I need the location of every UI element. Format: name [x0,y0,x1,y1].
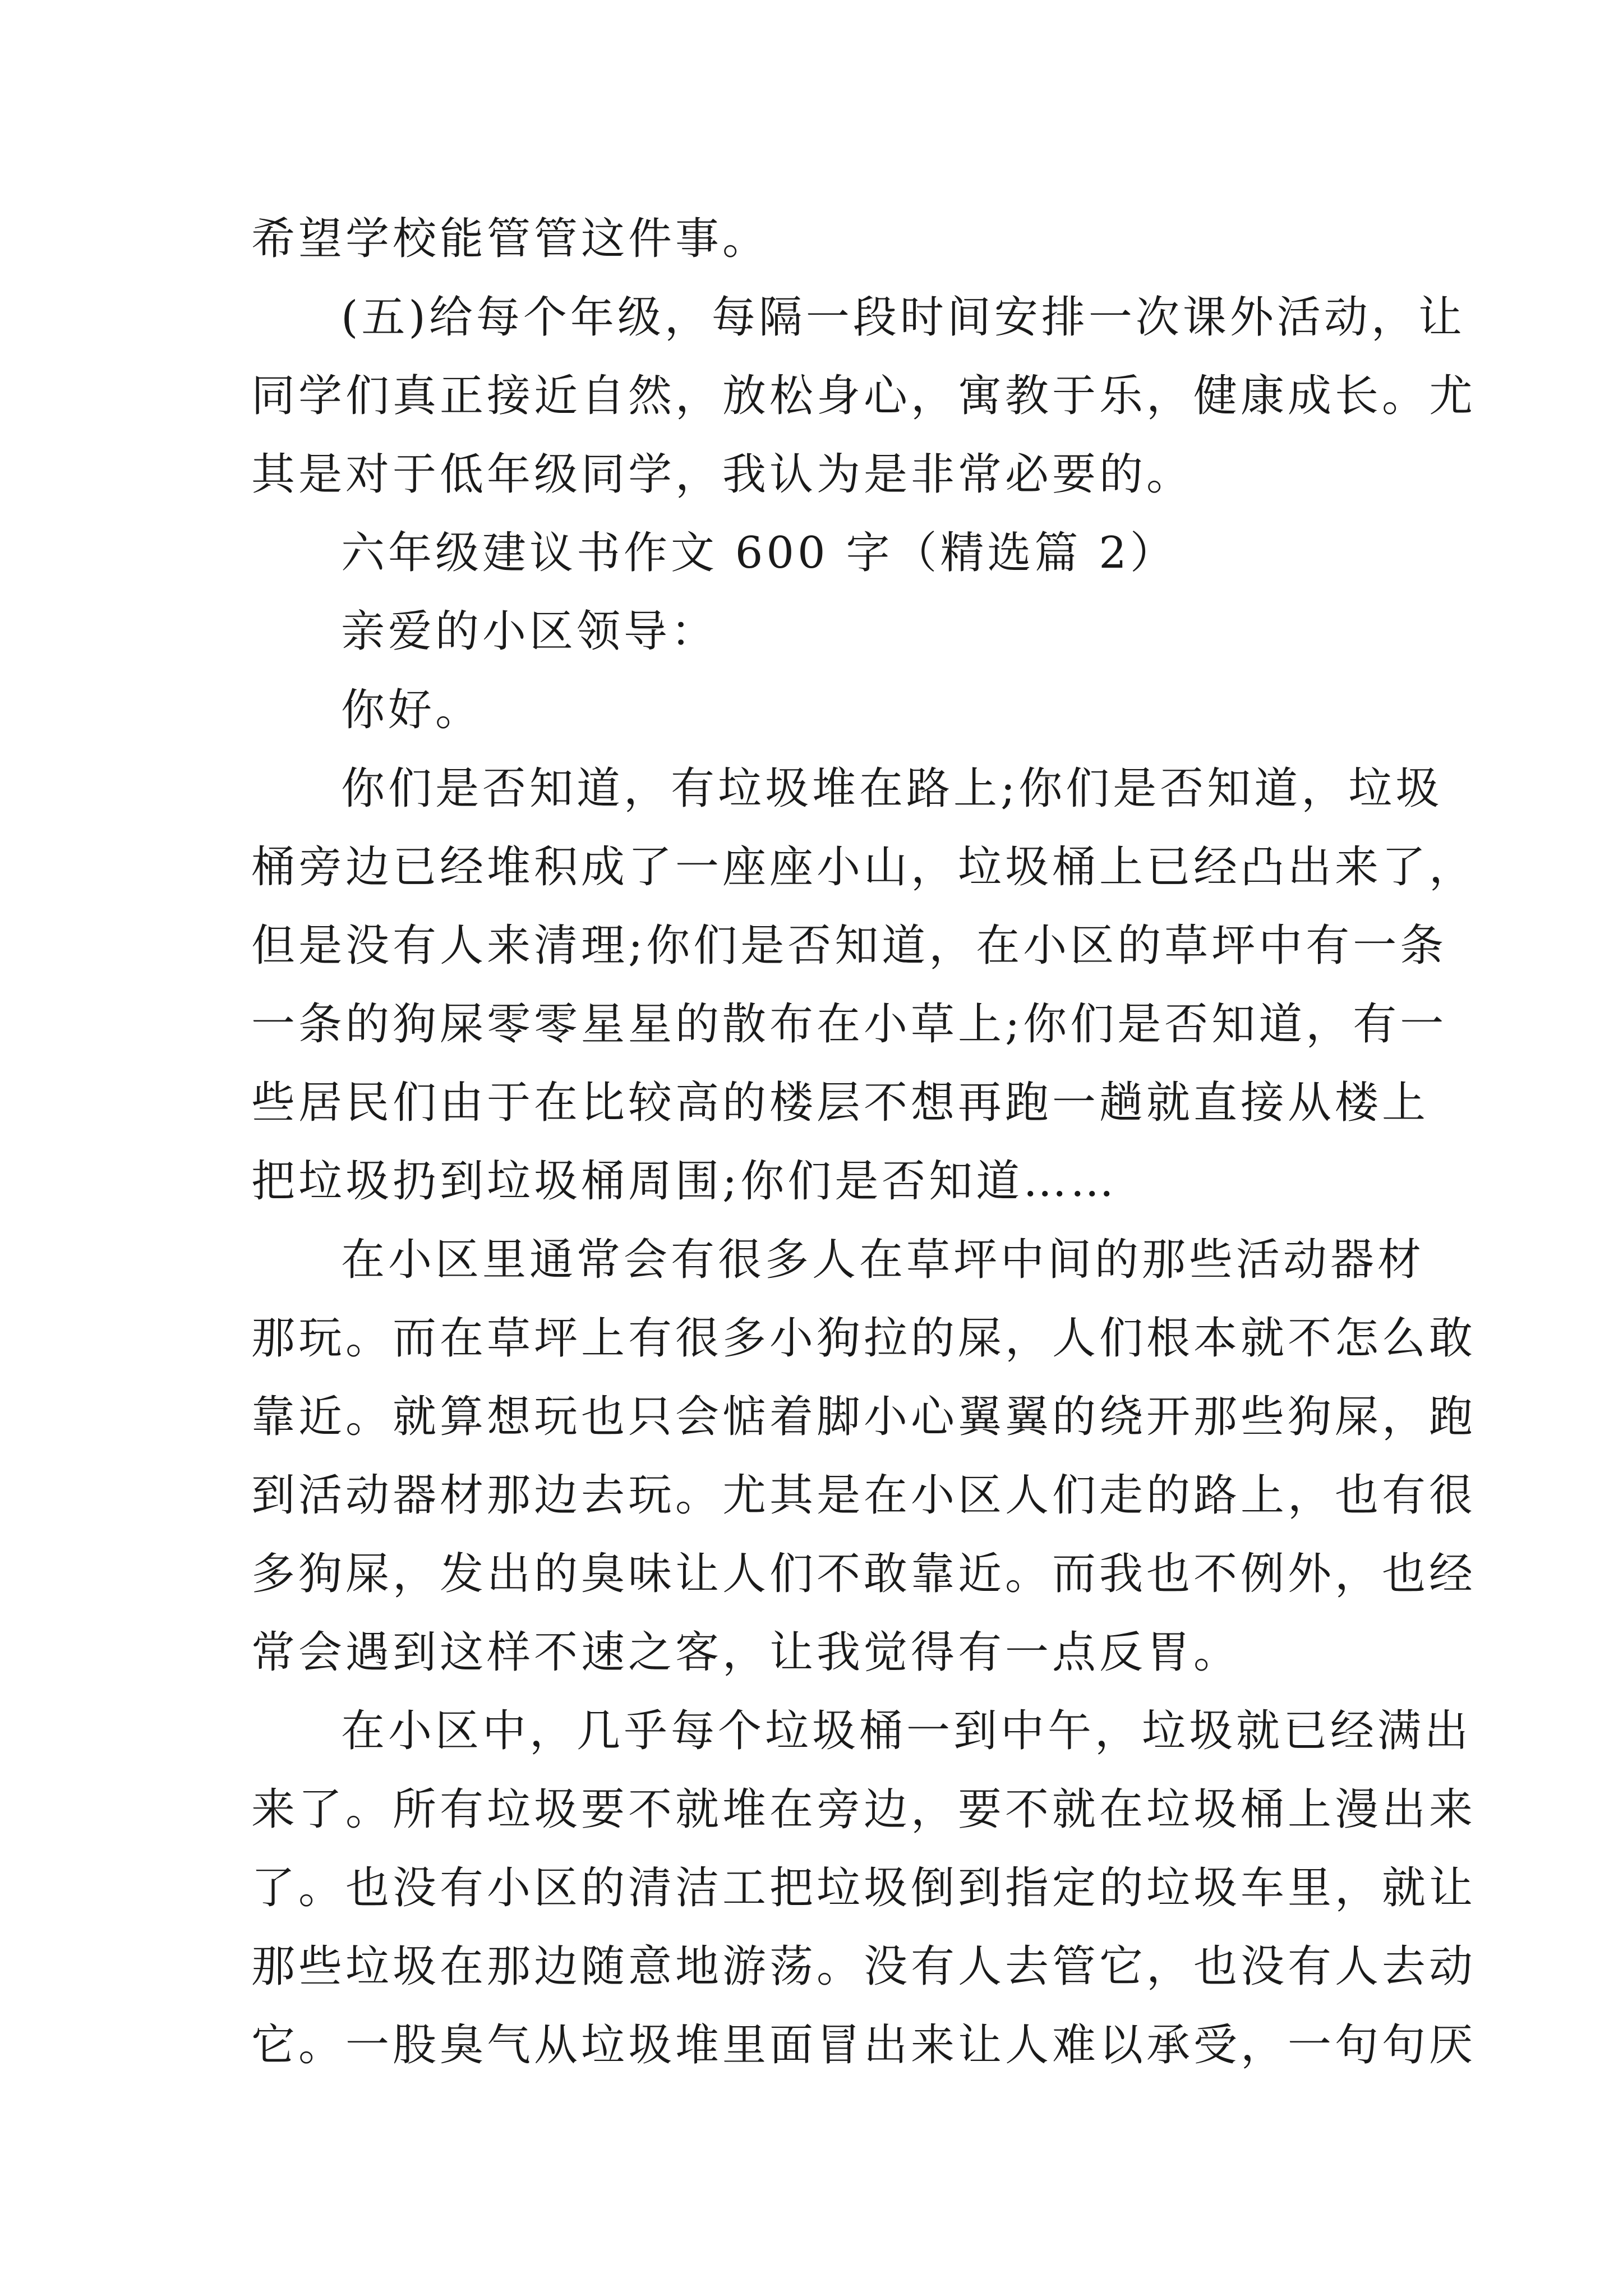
document-body [251,200,1477,2085]
text-line: 希望学校能管管这件事。 [251,214,770,264]
letter-greeting: 你好。 [341,685,483,735]
text-line: 了。也没有小区的清洁工把垃圾倒到指定的垃圾车里，就让 [251,1863,1477,1913]
section-heading: 六年级建议书作文 600 字（精选篇 2） [341,528,1177,578]
text-line: 但是没有人来清理;你们是否知道，在小区的草坪中有一条 [251,921,1447,971]
text-line: 同学们真正接近自然，放松身心，寓教于乐，健康成长。尤 [251,371,1477,421]
text-line: 在小区里通常会有很多人在草坪中间的那些活动器材 [341,1235,1425,1285]
text-line: 些居民们由于在比较高的楼层不想再跑一趟就直接从楼上 [251,1078,1430,1128]
text-line: 在小区中，几乎每个垃圾桶一到中午，垃圾就已经满出 [341,1706,1472,1756]
text-line: 把垃圾扔到垃圾桶周围;你们是否知道…… [251,1156,1118,1207]
text-line: 它。一股臭气从垃圾堆里面冒出来让人难以承受，一句句厌 [251,2020,1477,2070]
text-line: 桶旁边已经堆积成了一座座小山，垃圾桶上已经凸出来了， [251,842,1477,892]
text-line: (五)给每个年级，每隔一段时间安排一次课外活动，让 [341,292,1465,343]
text-line: 常会遇到这样不速之客，让我觉得有一点反胃。 [251,1627,1241,1678]
text-line: 其是对于低年级同学，我认为是非常必要的。 [251,449,1194,500]
text-line: 到活动器材那边去玩。尤其是在小区人们走的路上，也有很 [251,1470,1477,1521]
text-line: 那些垃圾在那边随意地游荡。没有人去管它，也没有人去动 [251,1941,1477,1992]
text-line: 一条的狗屎零零星星的散布在小草上;你们是否知道，有一 [251,999,1447,1050]
text-line: 靠近。就算想玩也只会惦着脚小心翼翼的绕开那些狗屎，跑 [251,1392,1477,1442]
text-line: 多狗屎，发出的臭味让人们不敢靠近。而我也不例外，也经 [251,1549,1477,1599]
text-line: 你们是否知道，有垃圾堆在路上;你们是否知道，垃圾 [341,763,1443,814]
text-line: 来了。所有垃圾要不就堆在旁边，要不就在垃圾桶上漫出来 [251,1784,1477,1835]
text-line: 那玩。而在草坪上有很多小狗拉的屎，人们根本就不怎么敢 [251,1313,1477,1364]
letter-salutation: 亲爱的小区领导： [341,606,718,657]
